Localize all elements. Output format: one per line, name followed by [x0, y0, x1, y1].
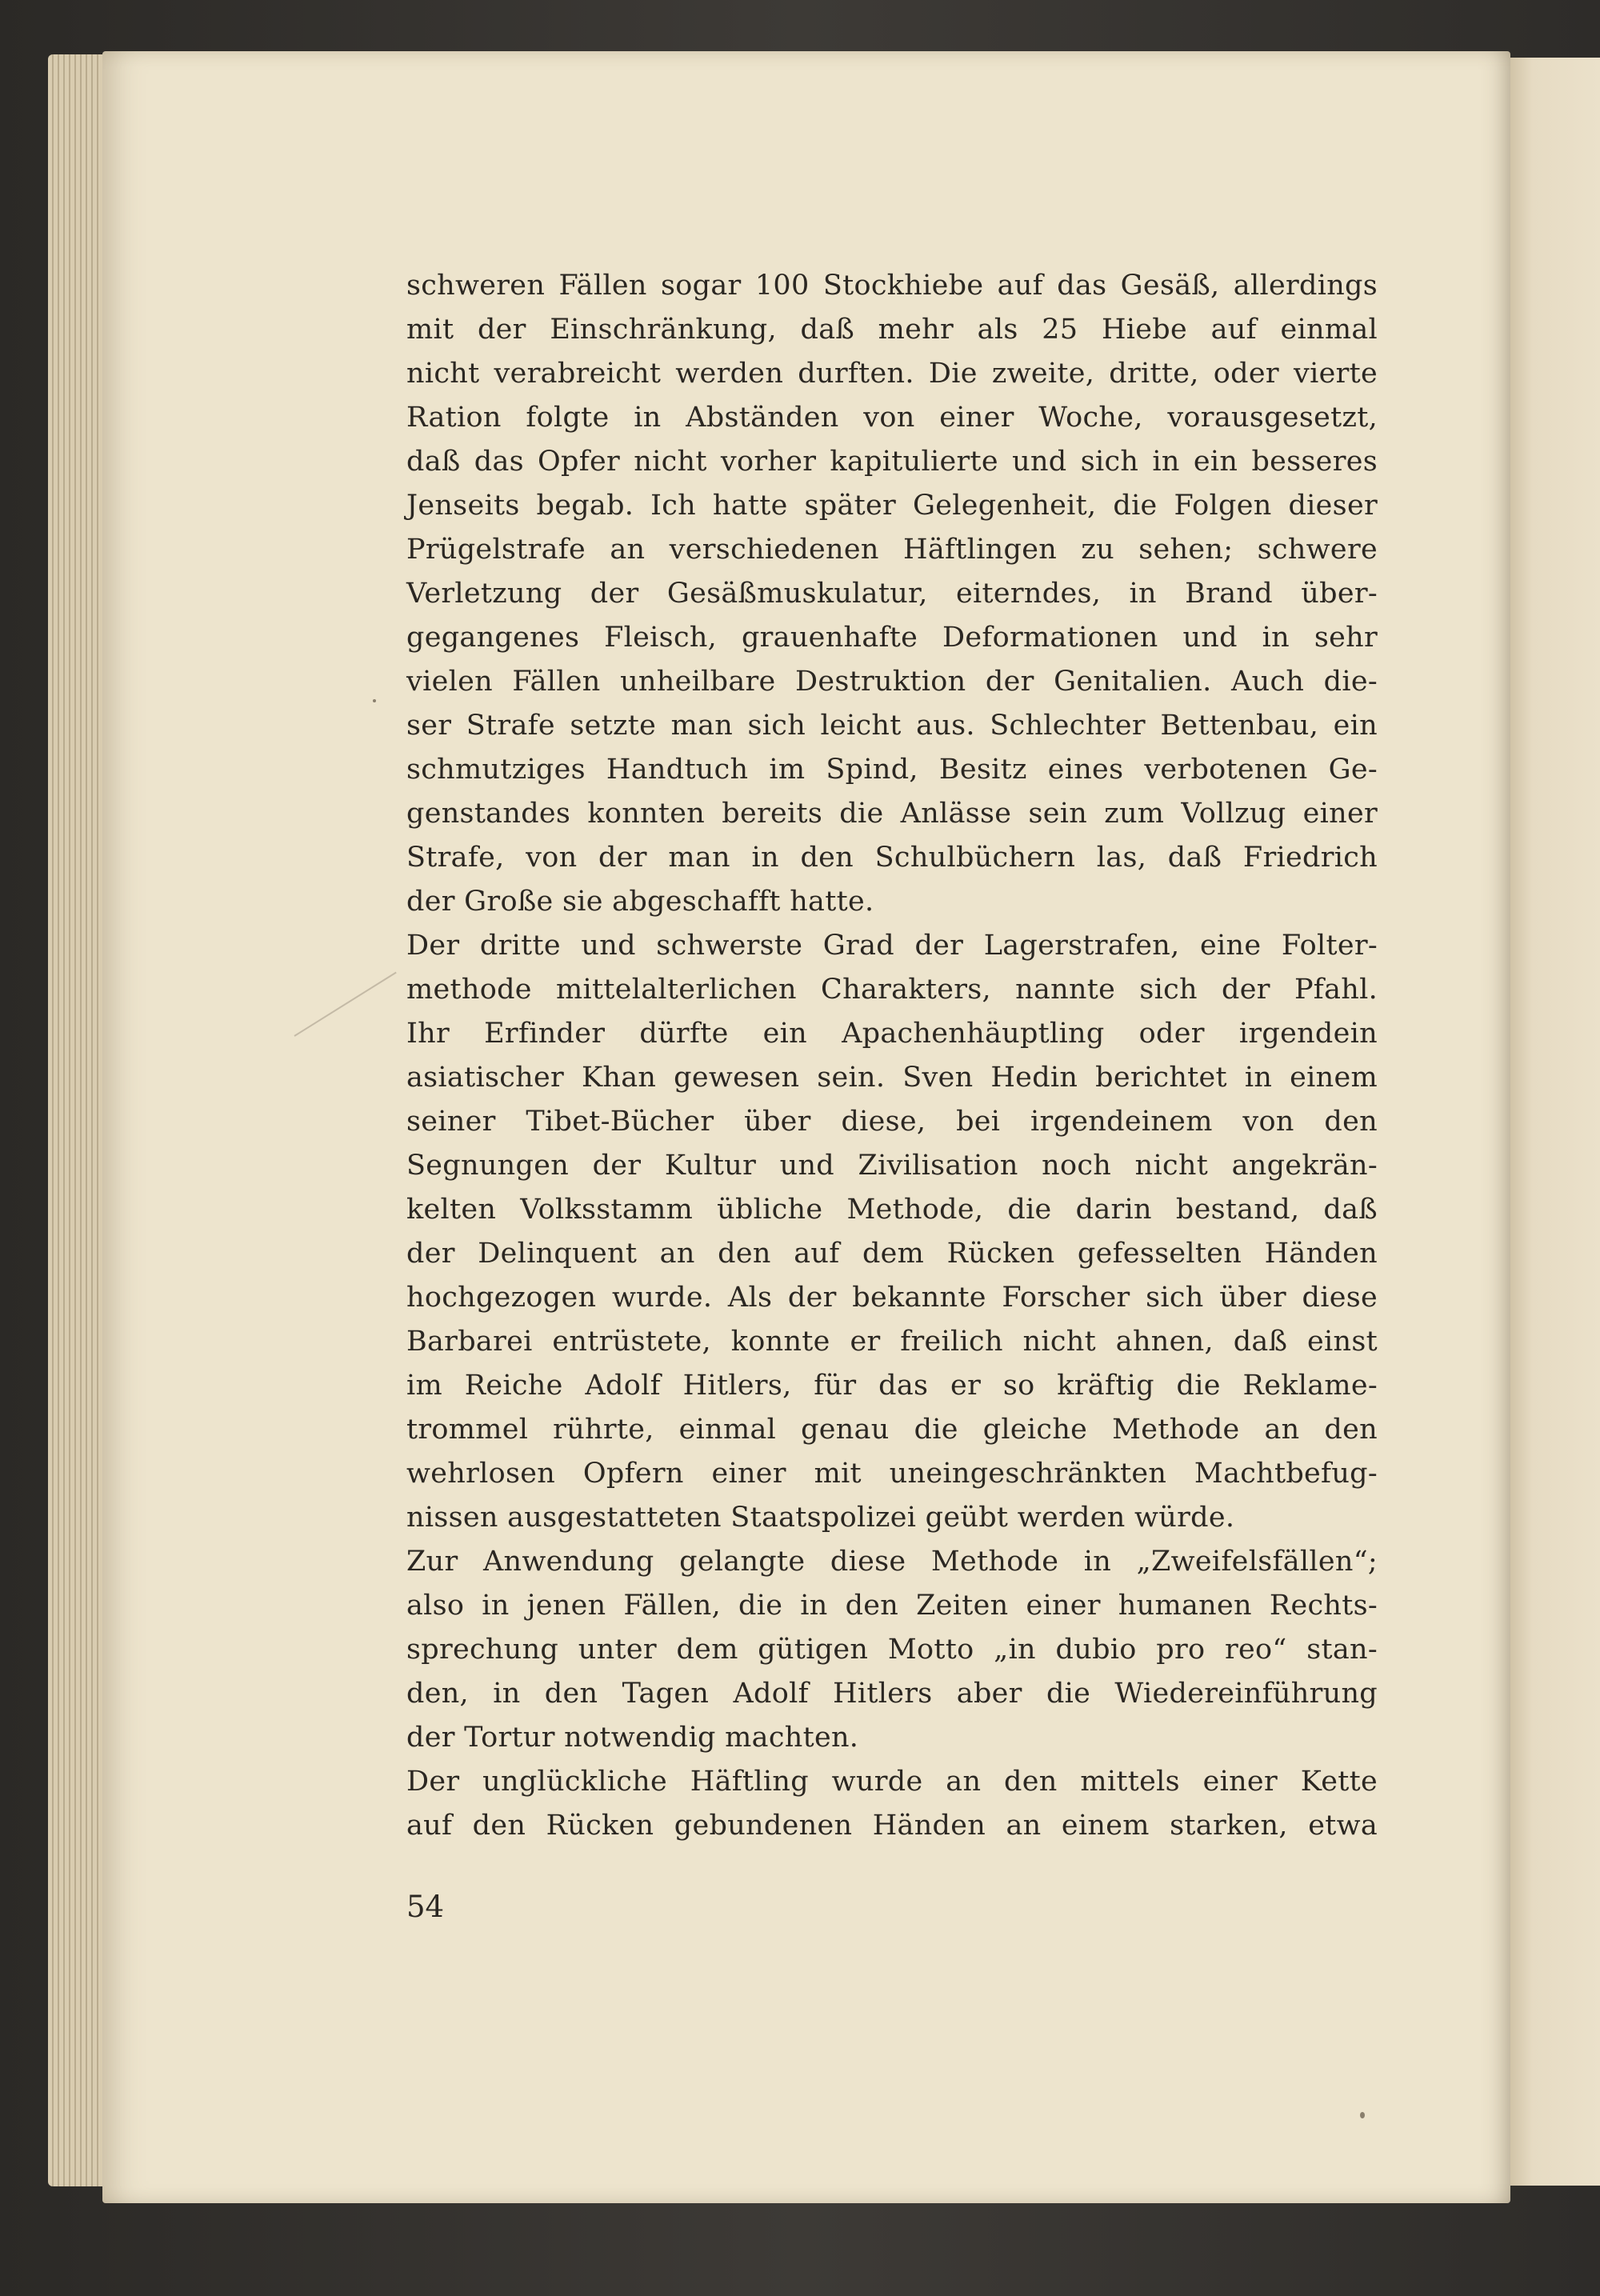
- text-line: methode mittelalterlichen Charakters, nannte sich der Pfahl.: [406, 974, 1378, 1006]
- text-line: gegangenes Fleisch, grauenhafte Deformationen und in sehr: [406, 622, 1378, 654]
- text-line: der Delinquent an den auf dem Rücken gefesselten Händen: [406, 1238, 1378, 1270]
- text-line: den, in den Tagen Adolf Hitlers aber die Wiedereinführung: [406, 1678, 1378, 1710]
- paper-speck: [1360, 2112, 1365, 2118]
- pencil-mark: [294, 972, 396, 1037]
- text-line: ser Strafe setzte man sich leicht aus. Schlechter Bettenbau, ein: [406, 710, 1378, 742]
- text-line: Verletzung der Gesäßmuskulatur, eiterndes, in Brand über-: [406, 578, 1378, 610]
- text-line: also in jenen Fällen, die in den Zeiten einer humanen Rechts-: [406, 1590, 1378, 1622]
- text-line: nicht verabreicht werden durften. Die zweite, dritte, oder vierte: [406, 358, 1378, 390]
- paper-speck: [373, 699, 376, 702]
- page-number: 54: [406, 1890, 445, 1924]
- text-line: der Große sie abgeschafft hatte.: [406, 886, 874, 918]
- text-line: kelten Volksstamm übliche Methode, die darin bestand, daß: [406, 1194, 1378, 1226]
- text-line: genstandes konnten bereits die Anlässe sein zum Vollzug einer: [406, 798, 1378, 830]
- text-line: nissen ausgestatteten Staatspolizei geübt werden würde.: [406, 1502, 1235, 1534]
- text-line: der Tortur notwendig machten.: [406, 1722, 859, 1754]
- text-line: asiatischer Khan gewesen sein. Sven Hedin berichtet in einem: [406, 1062, 1378, 1094]
- body-text: [406, 264, 1378, 1848]
- text-line: auf den Rücken gebundenen Händen an einem starken, etwa: [406, 1810, 1378, 1842]
- next-page-edge: [1504, 58, 1600, 2186]
- text-line: Segnungen der Kultur und Zivilisation noch nicht angekrän-: [406, 1150, 1378, 1182]
- text-line: Prügelstrafe an verschiedenen Häftlingen zu sehen; schwere: [406, 534, 1378, 566]
- text-line: wehrlosen Opfern einer mit uneingeschränkten Machtbefug-: [406, 1458, 1378, 1490]
- text-line: Der dritte und schwerste Grad der Lagerstrafen, eine Folter-: [406, 930, 1378, 962]
- text-line: seiner Tibet-Bücher über diese, bei irgendeinem von den: [406, 1106, 1378, 1138]
- text-line: Ihr Erfinder dürfte ein Apachenhäuptling oder irgendein: [406, 1018, 1378, 1050]
- text-line: vielen Fällen unheilbare Destruktion der Genitalien. Auch die-: [406, 666, 1378, 698]
- text-line: Barbarei entrüstete, konnte er freilich nicht ahnen, daß einst: [406, 1326, 1378, 1358]
- text-line: sprechung unter dem gütigen Motto „in dubio pro reo“ stan-: [406, 1634, 1378, 1666]
- text-line: Der unglückliche Häftling wurde an den mittels einer Kette: [406, 1766, 1378, 1798]
- text-line: mit der Einschränkung, daß mehr als 25 Hiebe auf einmal: [406, 314, 1378, 346]
- text-line: Ration folgte in Abständen von einer Woche, vorausgesetzt,: [406, 402, 1378, 434]
- text-line: trommel rührte, einmal genau die gleiche Methode an den: [406, 1414, 1378, 1446]
- text-line: hochgezogen wurde. Als der bekannte Forscher sich über diese: [406, 1282, 1378, 1314]
- text-line: schweren Fällen sogar 100 Stockhiebe auf das Gesäß, allerdings: [406, 270, 1378, 302]
- text-line: Strafe, von der man in den Schulbüchern las, daß Friedrich: [406, 842, 1378, 874]
- text-line: Jenseits begab. Ich hatte später Gelegenheit, die Folgen dieser: [406, 490, 1378, 522]
- text-line: Zur Anwendung gelangte diese Methode in „Zweifelsfällen“;: [406, 1546, 1378, 1578]
- text-line: daß das Opfer nicht vorher kapitulierte und sich in ein besseres: [406, 446, 1378, 478]
- text-line: im Reiche Adolf Hitlers, für das er so kräftig die Reklame-: [406, 1370, 1378, 1402]
- text-line: schmutziges Handtuch im Spind, Besitz eines verbotenen Ge-: [406, 754, 1378, 786]
